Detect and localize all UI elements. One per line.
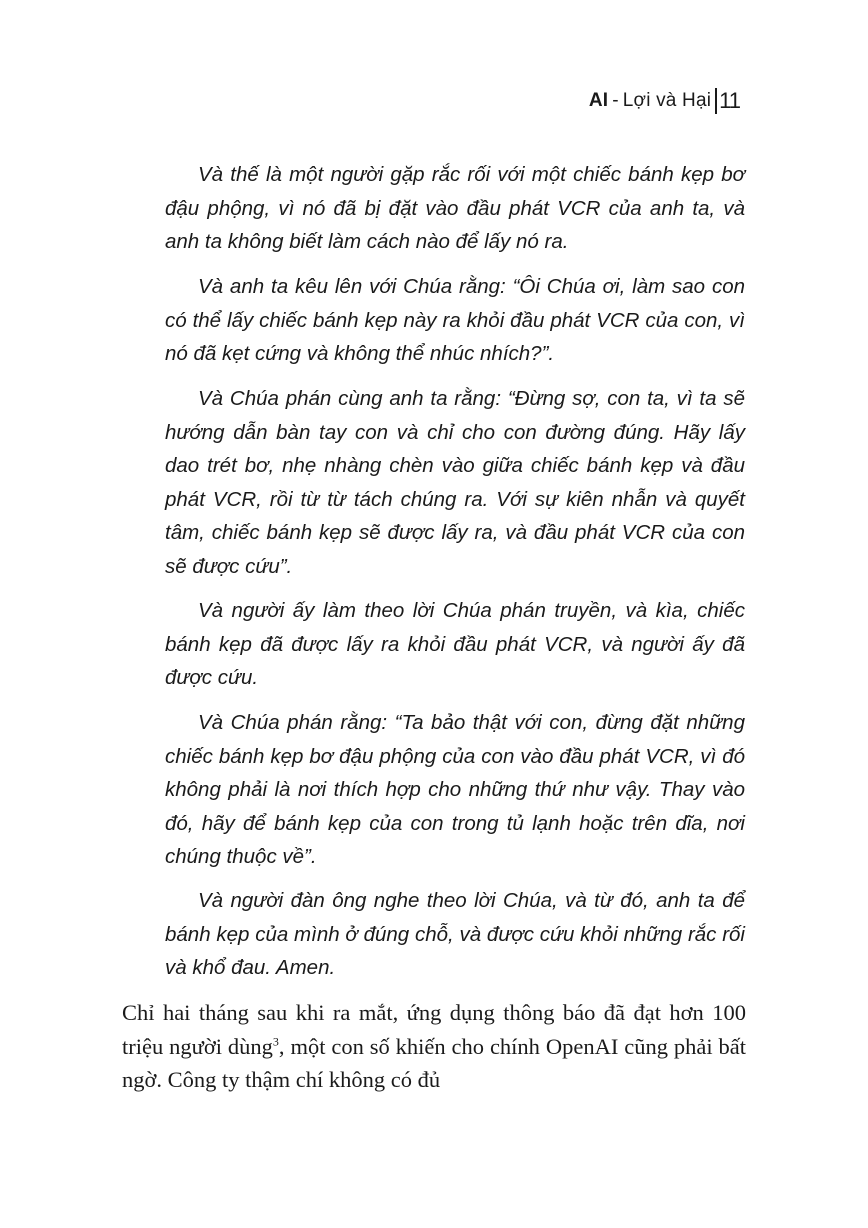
body-text-part-1: Chỉ hai tháng sau khi ra mắt, ứng dụng thông báo đã đạt hơn 100 triệu người dùng [122, 1000, 746, 1059]
body-text-part-2: , một con số khiến cho chính OpenAI cũng phải bất ngờ. Công ty thậm chí không có đủ [122, 1033, 747, 1092]
quote-paragraph-6: Và người đàn ông nghe theo lời Chúa, và từ đó, anh ta để bánh kẹp của mình ở đúng chỗ, và được cứu khỏi những rắc rối và khổ đau. Amen. [165, 889, 745, 979]
footnote-marker[interactable]: 3 [272, 1034, 279, 1048]
title-dash: - [612, 90, 619, 111]
body-paragraph [122, 996, 746, 1097]
book-title-rest: Lợi và Hại [622, 90, 712, 111]
quote-paragraph-3: Và Chúa phán cùng anh ta rằng: “Đừng sợ, con ta, vì ta sẽ hướng dẫn bàn tay con và chỉ cho con đường đúng. Hãy lấy dao trét bơ, nhẹ nhàng chèn vào giữa chiếc bánh kẹp và đầu phát VCR, rồi từ từ tách chúng ra. Với sự kiên nhẫn và quyết tâm, chiếc bánh kẹp sẽ được lấy ra, và đầu phát VCR của con sẽ được cứu”. [165, 387, 745, 578]
quote-paragraph-1: Và thế là một người gặp rắc rối với một chiếc bánh kẹp bơ đậu phộng, vì nó đã bị đặt vào đầu phát VCR của anh ta, và anh ta không biết làm cách nào để lấy nó ra. [165, 163, 745, 253]
running-header [589, 88, 740, 114]
page-number: 11 [719, 88, 740, 113]
header-divider [715, 88, 717, 114]
quote-paragraph-5: Và Chúa phán rằng: “Ta bảo thật với con, đừng đặt những chiếc bánh kẹp bơ đậu phộng của con vào đầu phát VCR, vì đó không phải là nơi thích hợp cho những thứ như vậy. Thay vào đó, hãy để bánh kẹp của con trong tủ lạnh hoặc trên dĩa, nơi chúng thuộc về”. [165, 711, 745, 868]
quote-paragraph-2: Và anh ta kêu lên với Chúa rằng: “Ôi Chúa ơi, làm sao con có thể lấy chiếc bánh kẹp này ra khỏi đầu phát VCR của con, vì nó đã kẹt cứng và không thể nhúc nhích?”. [165, 275, 745, 365]
book-title-short: AI [588, 90, 609, 111]
quote-paragraph-4: Và người ấy làm theo lời Chúa phán truyền, và kìa, chiếc bánh kẹp đã được lấy ra khỏi đầu phát VCR, và người ấy đã được cứu. [165, 599, 745, 689]
